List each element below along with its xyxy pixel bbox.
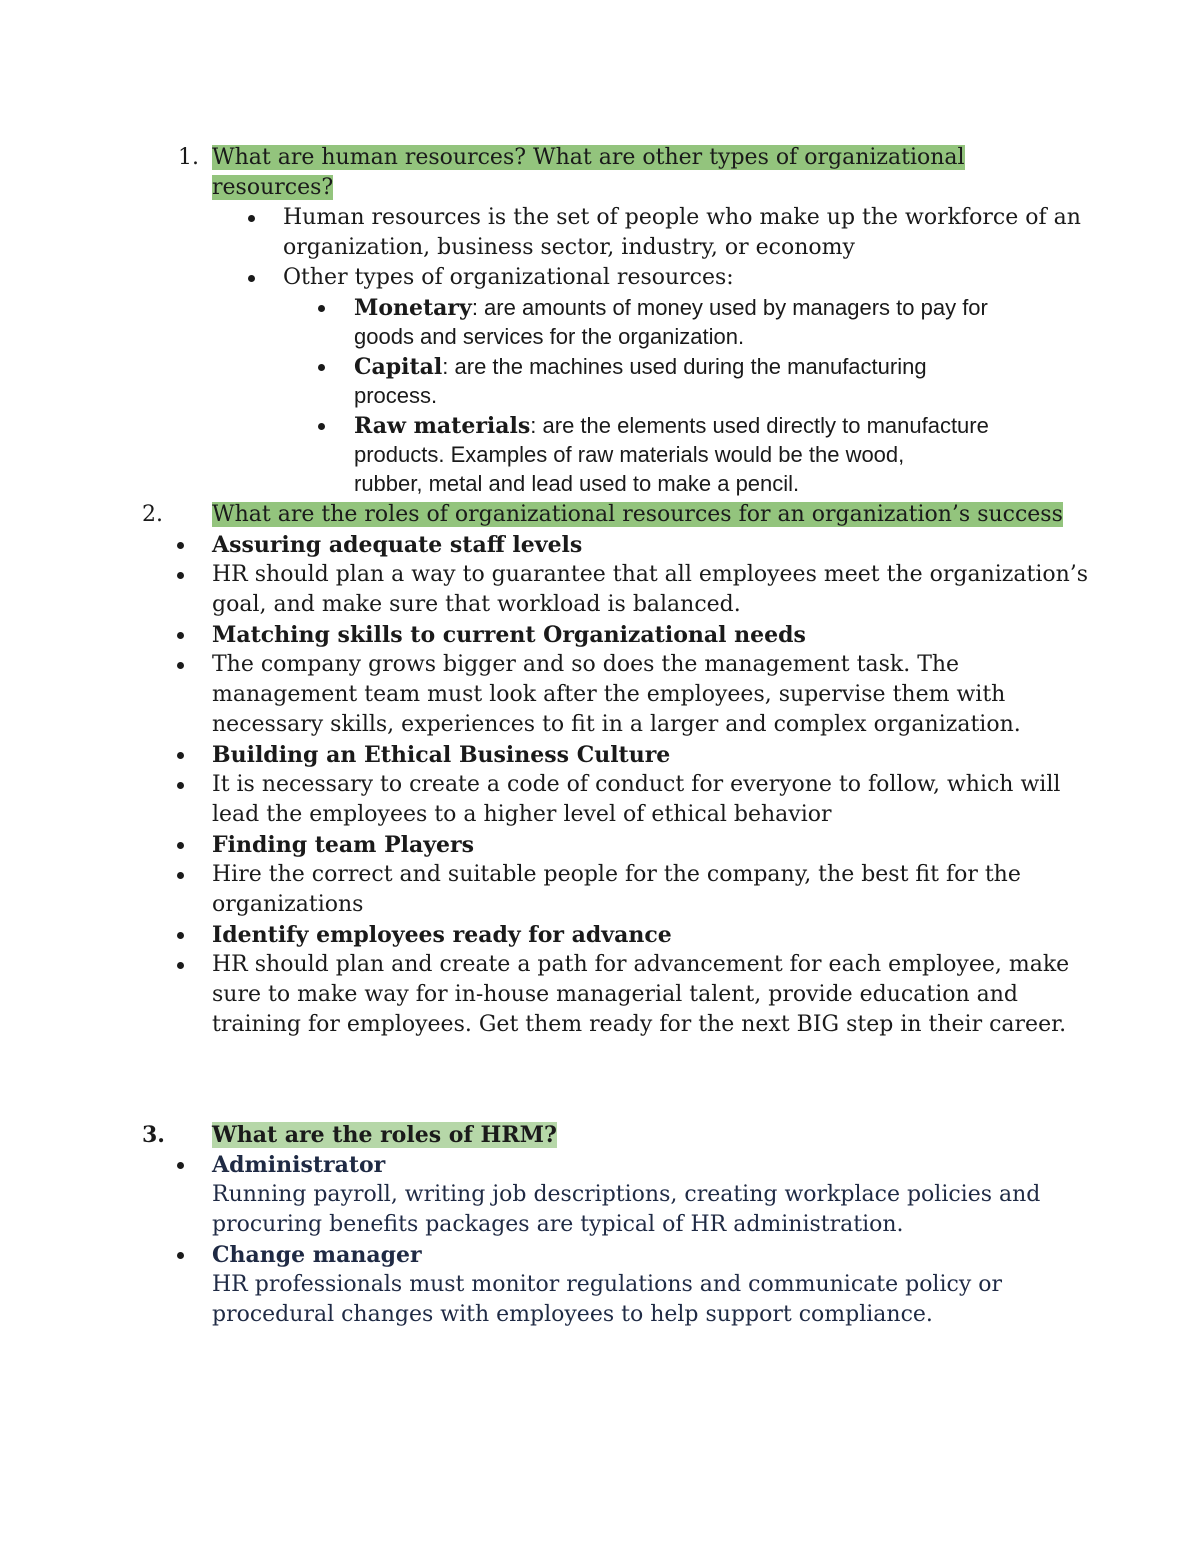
bullet-icon (177, 872, 184, 879)
role-text: procedural changes with employees to help support compliance. (212, 1302, 933, 1327)
role-heading: Administrator (212, 1152, 386, 1178)
question-number: 1. (178, 145, 199, 170)
bullet-icon (177, 1162, 184, 1169)
role-text: Hire the correct and suitable people for the company, the best fit for the (212, 862, 1021, 887)
role-heading: Assuring adequate staff levels (212, 532, 583, 558)
term: Capital (354, 354, 443, 380)
role-heading: Finding team Players (212, 832, 475, 858)
bullet-icon (177, 662, 184, 669)
bullet-icon (248, 275, 255, 282)
role-text: It is necessary to create a code of conduct for everyone to follow, which will (212, 772, 1061, 797)
role-text: procuring benefits packages are typical of HR administration. (212, 1212, 904, 1237)
bullet-icon (177, 1252, 184, 1259)
role-heading: Building an Ethical Business Culture (212, 742, 671, 768)
role-text: goal, and make sure that workload is balanced. (212, 592, 741, 617)
resource-text: process. (354, 383, 438, 408)
role-text: management team must look after the employees, supervise them with (212, 682, 1006, 707)
term: Monetary (354, 295, 472, 321)
role-text: necessary skills, experiences to fit in a larger and complex organization. (212, 712, 1021, 737)
resource-monetary: Monetary: are amounts of money used by managers to pay for (354, 295, 988, 321)
question-title: What are the roles of organizational resources for an organization’s success (212, 502, 1063, 527)
bullet-icon (177, 962, 184, 969)
bullet-icon (177, 932, 184, 939)
bullet-icon (177, 782, 184, 789)
bullet-icon (177, 632, 184, 639)
question-number: 2. (142, 502, 163, 527)
role-text: Running payroll, writing job descriptions, creating workplace policies and (212, 1182, 1041, 1207)
question-title: What are human resources? What are other types of organizational (212, 145, 965, 170)
role-heading: Matching skills to current Organizational needs (212, 622, 806, 648)
bullet-icon (318, 305, 325, 312)
resource-text: products. Examples of raw materials would be the wood, (354, 442, 905, 467)
resource-text: goods and services for the organization. (354, 324, 745, 349)
question-number: 3. (142, 1122, 165, 1148)
bullet-icon (177, 752, 184, 759)
role-text: training for employees. Get them ready for the next BIG step in their career. (212, 1012, 1067, 1037)
role-heading: Identify employees ready for advance (212, 922, 672, 948)
role-heading: Change manager (212, 1242, 422, 1268)
role-text: HR should plan and create a path for advancement for each employee, make (212, 952, 1070, 977)
role-text: lead the employees to a higher level of ethical behavior (212, 802, 832, 827)
bullet-icon (318, 364, 325, 371)
answer-text: Other types of organizational resources: (283, 265, 734, 290)
role-text: HR professionals must monitor regulations and communicate policy or (212, 1272, 1003, 1297)
answer-text: Human resources is the set of people who make up the workforce of an (283, 205, 1081, 230)
resource-text: rubber, metal and lead used to make a pencil. (354, 471, 800, 496)
resource-raw-materials: Raw materials: are the elements used directly to manufacture (354, 413, 989, 439)
question-title-cont: resources? (212, 175, 334, 200)
resource-capital: Capital: are the machines used during the manufacturing (354, 354, 927, 380)
bullet-icon (177, 542, 184, 549)
question-title: What are the roles of HRM? (212, 1122, 557, 1148)
answer-text: organization, business sector, industry, or economy (283, 235, 855, 260)
bullet-icon (177, 842, 184, 849)
bullet-icon (177, 572, 184, 579)
bullet-icon (318, 423, 325, 430)
bullet-icon (248, 215, 255, 222)
role-text: HR should plan a way to guarantee that all employees meet the organization’s (212, 562, 1089, 587)
role-text: The company grows bigger and so does the management task. The (212, 652, 960, 677)
role-text: sure to make way for in-house managerial talent, provide education and (212, 982, 1019, 1007)
term: Raw materials (354, 413, 531, 439)
role-text: organizations (212, 892, 364, 917)
